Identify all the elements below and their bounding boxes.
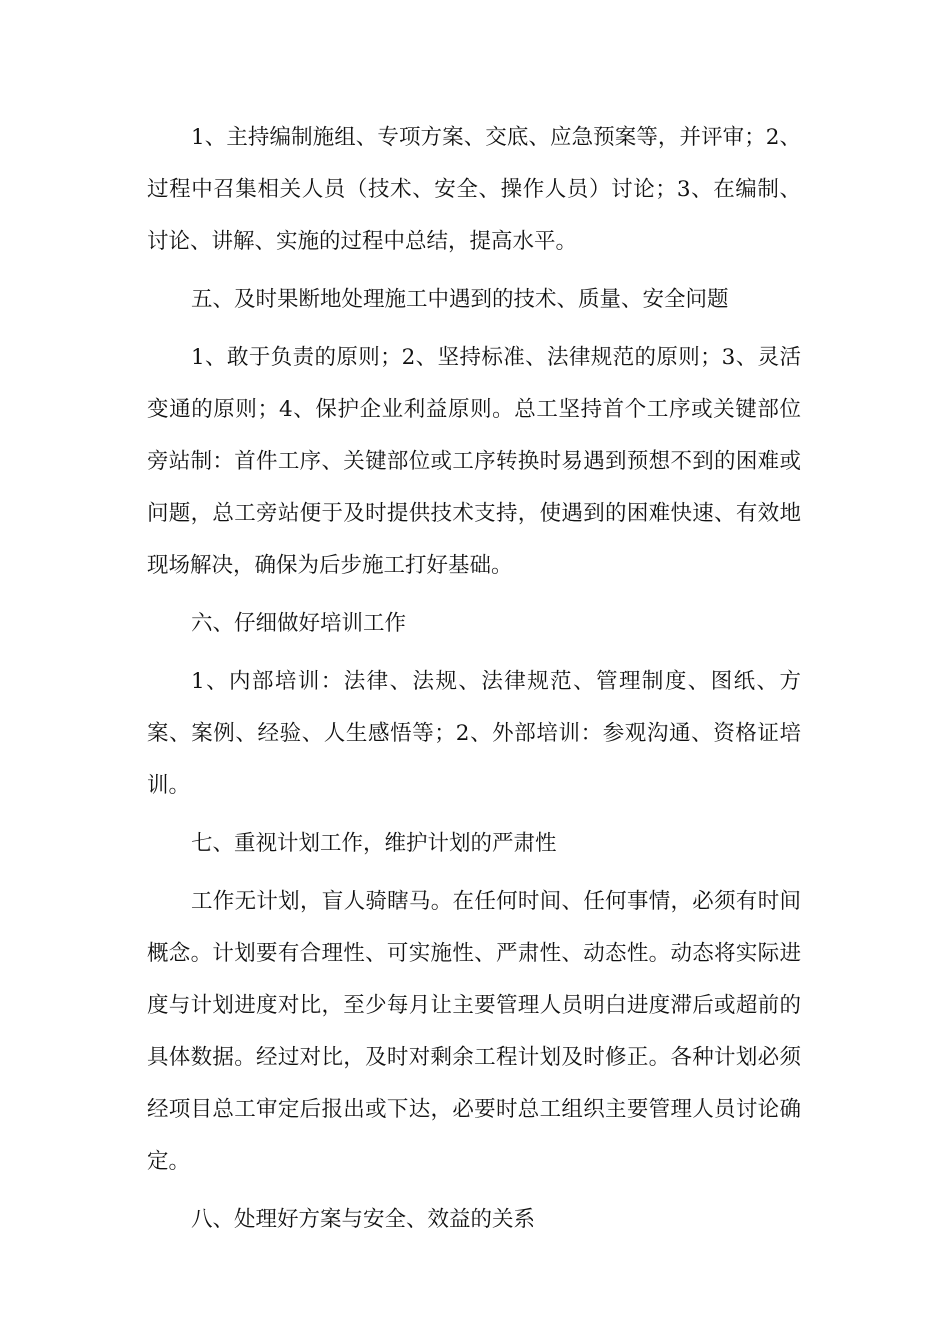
section-heading-6: 六、仔细做好培训工作 <box>191 611 407 636</box>
section-heading-5: 五、及时果断地处理施工中遇到的技术、质量、安全问题 <box>191 287 729 312</box>
paragraph-principles: 1、敢于负责的原则；2、坚持标准、法律规范的原则；3、灵活变通的原则；4、保护企业利益原则。总工坚持首个工序或关键部位旁站制：首件工序、关键部位或工序转换时易遇到预想不到的困难或问题，总工旁站便于及时提供技术支持，使遇到的困难快速、有效地现场解决，确保为后步施工打好基础。 <box>147 345 801 578</box>
document-body <box>147 112 801 1246</box>
section-heading-8: 八、处理好方案与安全、效益的关系 <box>191 1207 536 1232</box>
paragraph-planning: 工作无计划，盲人骑瞎马。在任何时间、任何事情，必须有时间概念。计划要有合理性、可实施性、严肃性、动态性。动态将实际进度与计划进度对比，至少每月让主要管理人员明白进度滞后或超前的具体数据。经过对比，及时对剩余工程计划及时修正。各种计划必须经项目总工审定后报出或下达，必要时总工组织主要管理人员讨论确定。 <box>147 889 801 1174</box>
section-heading-7: 七、重视计划工作，维护计划的严肃性 <box>191 831 557 856</box>
paragraph-training: 1、内部培训：法律、法规、法律规范、管理制度、图纸、方案、案例、经验、人生感悟等；2、外部培训：参观沟通、资格证培训。 <box>147 669 801 798</box>
paragraph-review-duties: 1、主持编制施组、专项方案、交底、应急预案等，并评审；2、过程中召集相关人员（技术、安全、操作人员）讨论；3、在编制、讨论、讲解、实施的过程中总结，提高水平。 <box>147 125 801 254</box>
